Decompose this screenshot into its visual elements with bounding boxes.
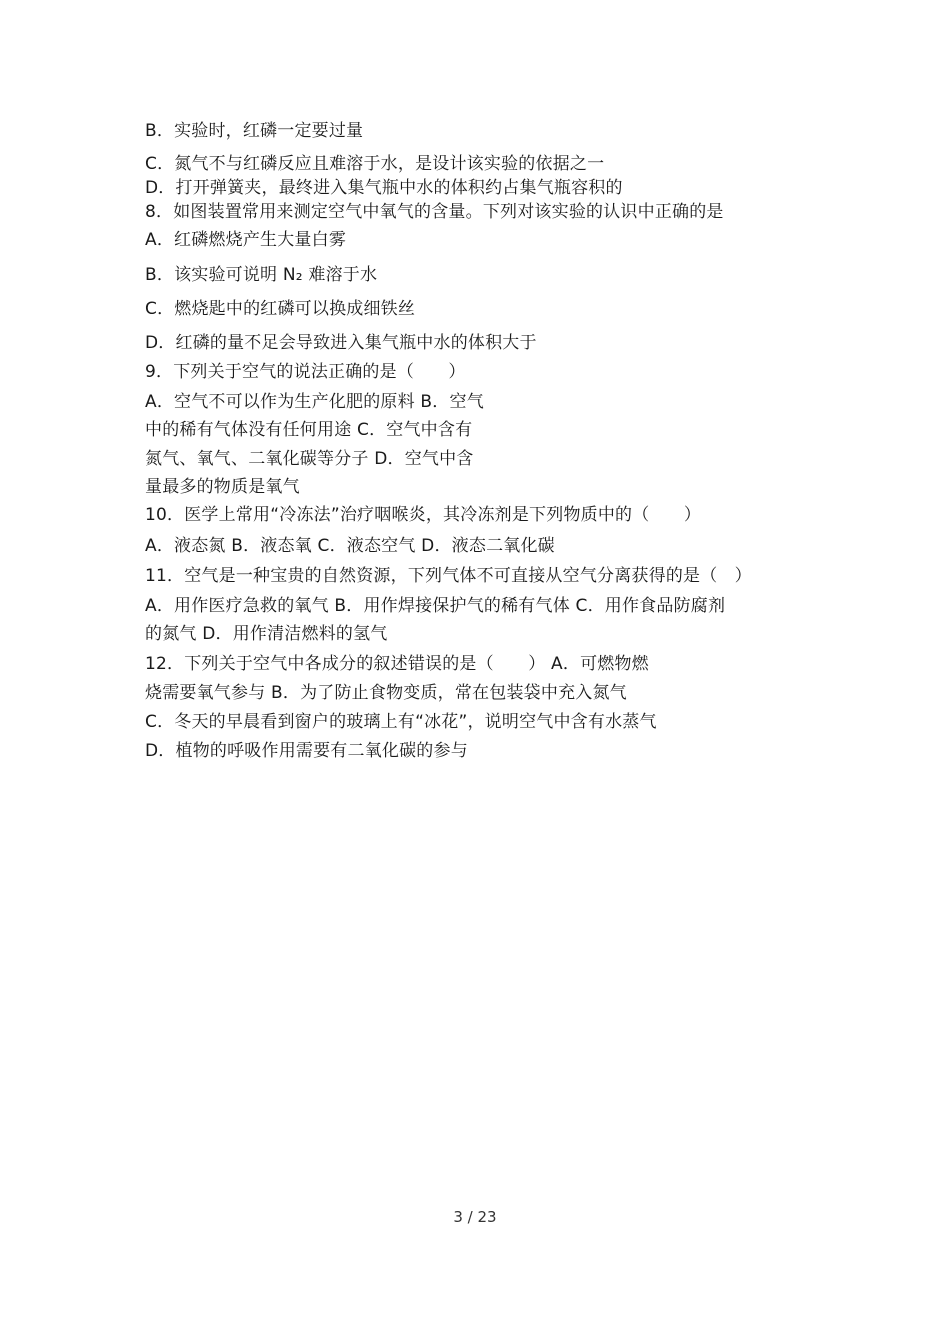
q9-options-line-1: A．空气不可以作为生产化肥的原料 B．空气 [145, 392, 484, 412]
q10-options: A．液态氮 B．液态氧 C．液态空气 D．液态二氧化碳 [145, 536, 555, 556]
page-number: 3 / 23 [453, 1208, 497, 1226]
q8-option-b: B．该实验可说明 N₂ 难溶于水 [145, 265, 378, 285]
q8-option-c: C．燃烧匙中的红磷可以换成细铁丝 [145, 299, 416, 319]
q8-option-d: D．红磷的量不足会导致进入集气瓶中水的体积大于 [145, 333, 537, 353]
q12-option-c: C．冬天的早晨看到窗户的玻璃上有“冰花”，说明空气中含有水蒸气 [145, 712, 657, 732]
q10-stem: 10．医学上常用“冷冻法”治疗咽喉炎，其冷冻剂是下列物质中的（ ） [145, 505, 702, 525]
q9-stem: 9．下列关于空气的说法正确的是（ ） [145, 362, 466, 382]
q12-option-d: D．植物的呼吸作用需要有二氧化碳的参与 [145, 741, 468, 761]
q7-option-c: C．氮气不与红磷反应且难溶于水，是设计该实验的依据之一 [145, 154, 605, 174]
q11-options-line-2: 的氮气 D．用作清洁燃料的氢气 [145, 624, 388, 644]
q9-options-line-4: 量最多的物质是氧气 [145, 477, 300, 497]
q8-option-a: A．红磷燃烧产生大量白雾 [145, 230, 347, 250]
q12-stem: 12．下列关于空气中各成分的叙述错误的是（ ） A．可燃物燃 [145, 654, 649, 674]
q9-options-line-2: 中的稀有气体没有任何用途 C．空气中含有 [145, 420, 473, 440]
q11-options-line-1: A．用作医疗急救的氧气 B．用作焊接保护气的稀有气体 C．用作食品防腐剂 [145, 596, 726, 616]
q12-options-line-1: 烧需要氧气参与 B．为了防止食物变质，常在包装袋中充入氮气 [145, 683, 627, 703]
q7-option-d: D．打开弹簧夹，最终进入集气瓶中水的体积约占集气瓶容积的 [145, 178, 623, 198]
q11-stem: 11．空气是一种宝贵的自然资源，下列气体不可直接从空气分离获得的是（ ） [145, 566, 752, 586]
q9-options-line-3: 氮气、氧气、二氧化碳等分子 D．空气中含 [145, 449, 474, 469]
q8-stem: 8．如图装置常用来测定空气中氧气的含量。下列对该实验的认识中正确的是 [145, 202, 724, 222]
q7-option-b: B．实验时，红磷一定要过量 [145, 121, 364, 141]
